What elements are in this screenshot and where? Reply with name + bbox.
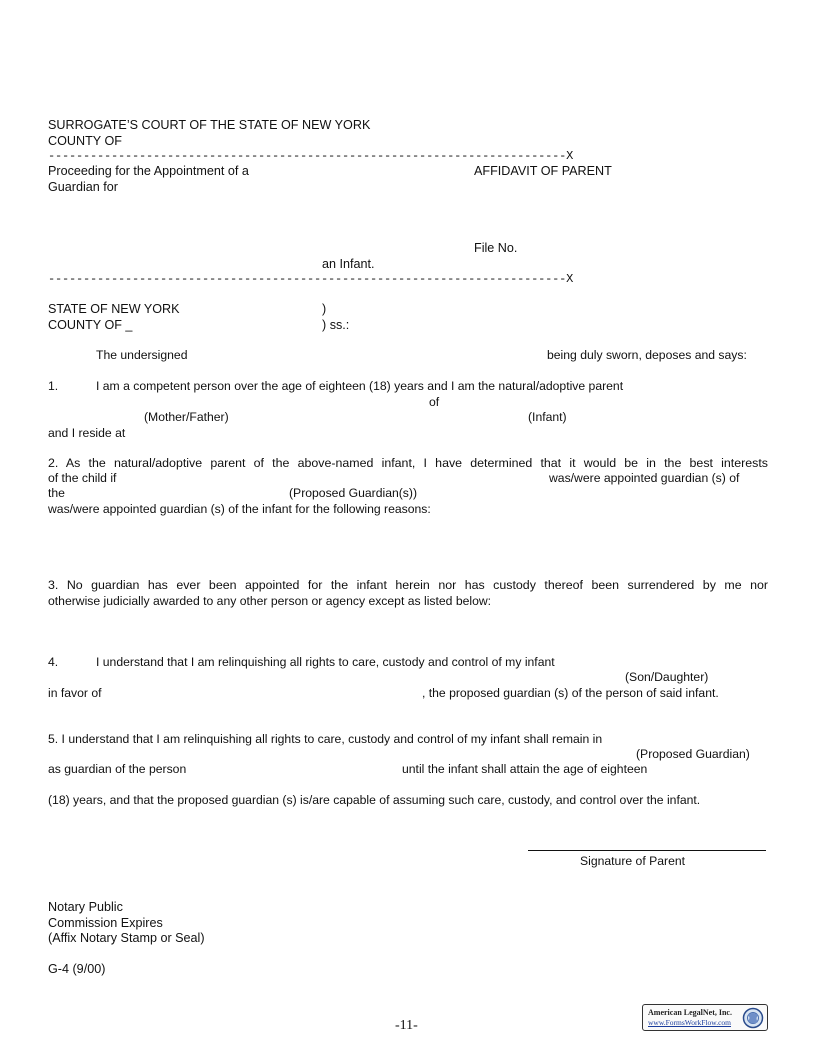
globe-icon	[742, 1007, 764, 1029]
p5-final-line: (18) years, and that the proposed guardian (s) is/are capable of assuming such care, custody, and control over the infant.	[48, 793, 701, 807]
venue-paren: )	[322, 302, 327, 316]
an-infant-label: an Infant.	[322, 257, 375, 271]
venue-ss: ) ss.:	[322, 318, 350, 332]
county-heading: COUNTY OF	[48, 134, 122, 148]
legalnet-logo[interactable]	[642, 1004, 768, 1031]
p5-proposed-guardian: (Proposed Guardian)	[636, 747, 750, 761]
intro-undersigned: The undersigned	[96, 348, 188, 362]
p5-line-1: 5. I understand that I am relinquishing all rights to care, custody and control of my infant shall remain in	[48, 732, 603, 746]
p5-guardian-left: as guardian of the person	[48, 762, 187, 776]
signature-label: Signature of Parent	[580, 854, 686, 868]
logo-url-link[interactable]: www.FormsWorkFlow.com	[648, 1018, 732, 1027]
p4-favor-right: , the proposed guardian (s) of the person of said infant.	[422, 686, 719, 700]
p1-text: I am a competent person over the age of eighteen (18) years and I am the natural/adoptive parent	[96, 379, 624, 393]
p2-line-2-left: of the child if	[48, 471, 117, 485]
court-heading: SURROGATE’S COURT OF THE STATE OF NEW YORK	[48, 118, 371, 132]
page-number: -11-	[395, 1018, 418, 1033]
proceeding-line-2: Guardian for	[48, 180, 119, 194]
proceeding-line-1: Proceeding for the Appointment of a	[48, 164, 249, 178]
p2-line-1: 2. As the natural/adoptive parent of the above-named infant, I have determined that it would be in the best interests	[48, 456, 768, 470]
signature-line	[528, 850, 766, 851]
venue-state: STATE OF NEW YORK	[48, 302, 180, 316]
p1-number: 1.	[48, 379, 59, 393]
p4-number: 4.	[48, 655, 59, 669]
p3-line-2: otherwise judicially awarded to any other person or agency except as listed below:	[48, 594, 492, 608]
p2-line-2-right: was/were appointed guardian (s) of	[549, 471, 740, 485]
caption-rule-top: --------------------------------------------------------------------------X	[48, 149, 574, 163]
p1-of: of	[429, 395, 440, 409]
p5-guardian-right: until the infant shall attain the age of eighteen	[402, 762, 648, 776]
notary-stamp-note: (Affix Notary Stamp or Seal)	[48, 931, 205, 945]
p1-reside: and I reside at	[48, 426, 126, 440]
caption-rule-bottom: --------------------------------------------------------------------------X	[48, 272, 574, 286]
p4-in-favor: in favor of	[48, 686, 102, 700]
p4-text: I understand that I am relinquishing all rights to care, custody and control of my infant	[96, 655, 555, 669]
venue-county: COUNTY OF _	[48, 318, 133, 332]
document-title: AFFIDAVIT OF PARENT	[474, 164, 612, 178]
p4-son-daughter: (Son/Daughter)	[625, 670, 709, 684]
p1-mother-father: (Mother/Father)	[144, 410, 229, 424]
form-id: G-4 (9/00)	[48, 962, 106, 976]
commission-expires: Commission Expires	[48, 916, 163, 930]
intro-sworn: being duly sworn, deposes and says:	[547, 348, 747, 362]
p1-infant: (Infant)	[528, 410, 567, 424]
p3-line-1: 3. No guardian has ever been appointed for the infant herein nor has custody thereof been surrendered by me nor	[48, 578, 768, 592]
file-number-label: File No.	[474, 241, 518, 255]
p2-proposed-guardian: (Proposed Guardian(s))	[289, 486, 418, 500]
p2-line-3-left: the	[48, 486, 65, 500]
p2-line-4: was/were appointed guardian (s) of the infant for the following reasons:	[48, 502, 431, 516]
notary-public: Notary Public	[48, 900, 123, 914]
logo-company-name: American LegalNet, Inc.	[648, 1008, 732, 1017]
